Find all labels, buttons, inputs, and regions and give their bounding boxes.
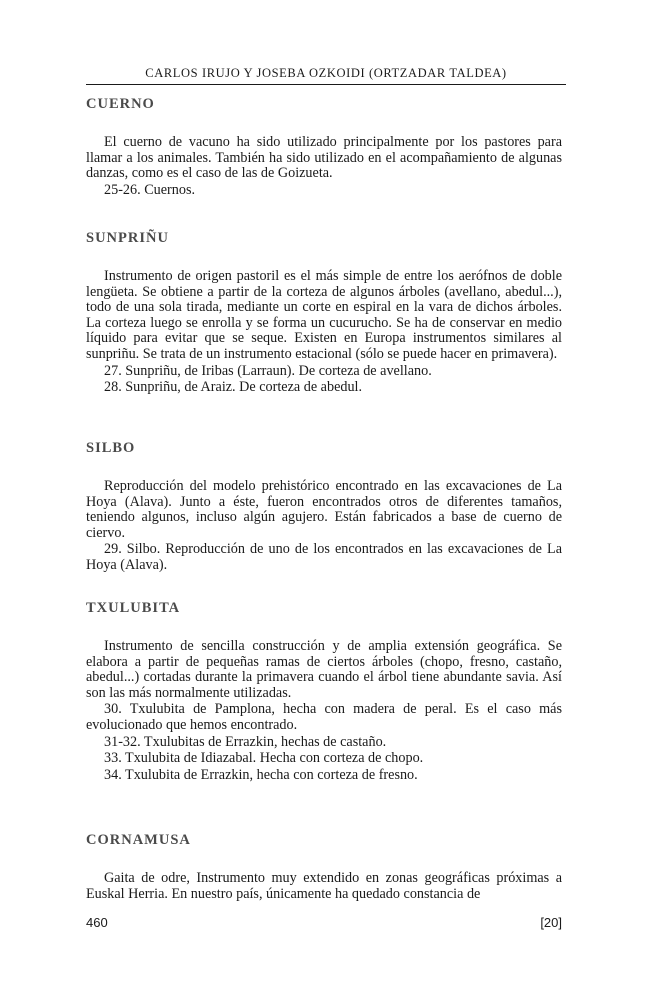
section-heading: CORNAMUSA bbox=[86, 832, 191, 848]
paragraph: 33. Txulubita de Idiazabal. Hecha con corteza de chopo. bbox=[104, 750, 424, 767]
section-sunprinu bbox=[86, 230, 562, 396]
paragraph: 29. Silbo. Reproducción de uno de los encontrados en las excavaciones de La Hoya (Alava). bbox=[86, 541, 562, 573]
section-heading: TXULUBITA bbox=[86, 600, 181, 616]
section-heading: CUERNO bbox=[86, 96, 155, 112]
page-number: 460 bbox=[86, 915, 108, 930]
paragraph: 25-26. Cuernos. bbox=[104, 181, 196, 198]
paragraph: Gaita de odre, Instrumento muy extendido en zonas geográficas próximas a Euskal Herria. En nuestro país, únicamente ha quedado constancia de bbox=[86, 870, 562, 902]
paragraph: El cuerno de vacuno ha sido utilizado principalmente por los pastores para llamar a los animales. También ha sido utilizado en el acompañamiento de algunas danzas, como es el caso de las de Goizueta. bbox=[86, 134, 562, 182]
folio-number: [20] bbox=[540, 915, 562, 930]
paragraph: Reproducción del modelo prehistórico encontrado en las excavaciones de La Hoya (Alava). Junto a éste, fueron encontrados otros de diferentes tamaños, teniendo algunos, incluso algún agujero. Están fabricados a base de cuerno de ciervo. bbox=[86, 478, 562, 541]
section-silbo bbox=[86, 440, 562, 574]
running-header: CARLOS IRUJO Y JOSEBA OZKOIDI (ORTZADAR TALDEA) bbox=[86, 66, 566, 85]
section-txulubita bbox=[86, 600, 562, 783]
section-cuerno bbox=[86, 96, 562, 198]
paragraph: 31-32. Txulubitas de Errazkin, hechas de castaño. bbox=[104, 733, 387, 750]
paragraph: 28. Sunpriñu, de Araiz. De corteza de abedul. bbox=[104, 379, 363, 396]
paragraph: 30. Txulubita de Pamplona, hecha con madera de peral. Es el caso más evolucionado que hemos encontrado. bbox=[86, 701, 562, 733]
section-heading: SUNPRIÑU bbox=[86, 230, 169, 246]
section-cornamusa bbox=[86, 832, 562, 902]
paragraph: Instrumento de origen pastoril es el más simple de entre los aerófnos de doble lengüeta. Se obtiene a partir de la corteza de algunos árboles (avellano, abedul...), todo de una sola tirada, mediante un corte en espiral en la vara de dichos árboles. La corteza luego se enrolla y se forma un cucurucho. Se ha de conservar en medio líquido para evitar que se seque. Existen en Europa instrumentos similares al sunpriñu. Se trata de un instrumento estacional (sólo se puede hacer en primavera). bbox=[86, 268, 562, 362]
paragraph: Instrumento de sencilla construcción y de amplia extensión geográfica. Se elabora a partir de pequeñas ramas de ciertos árboles (chopo, fresno, castaño, abedul...) cortadas durante la primavera cuando el árbol tiene abundante savia. Así son las más normalmente utilizadas. bbox=[86, 638, 562, 701]
paragraph: 27. Sunpriñu, de Iribas (Larraun). De corteza de avellano. bbox=[104, 362, 432, 379]
paragraph: 34. Txulubita de Errazkin, hecha con corteza de fresno. bbox=[104, 766, 418, 783]
section-heading: SILBO bbox=[86, 440, 136, 456]
